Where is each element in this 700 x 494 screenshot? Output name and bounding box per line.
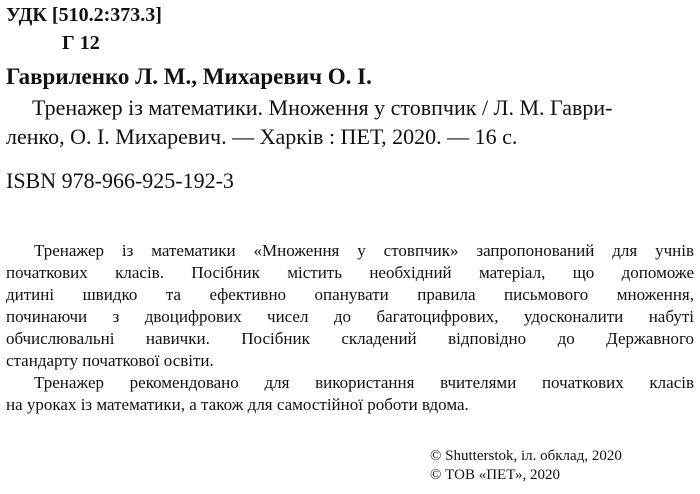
authors-heading: Гавриленко Л. М., Михаревич О. І. bbox=[6, 64, 372, 89]
udk-classification: УДК [510.2:373.3] bbox=[6, 4, 162, 26]
annotation-line: на уроках із математики, а також для самостійної роботи вдома. bbox=[6, 395, 469, 414]
annotation-line: обчислювальні навички. Посібник складений відповідно до Державного bbox=[6, 329, 694, 348]
annotation-line: дитині швидко та ефективно опанувати правила письмового множення, bbox=[6, 285, 694, 304]
author-code: Г 12 bbox=[62, 32, 100, 54]
annotation-line: починаючи з двоцифрових чисел до багатоцифрових, удосконалити набуті bbox=[6, 307, 694, 326]
annotation-line: стандарту початкової освіти. bbox=[6, 351, 214, 370]
copyright-block bbox=[430, 447, 622, 485]
bibliographic-description bbox=[6, 93, 692, 151]
annotation-line: Тренажер із математики «Множення у стовпчик» запропонований для учнів bbox=[34, 241, 694, 260]
copyright-line: © Shutterstok, іл. обклад, 2020 bbox=[430, 448, 622, 464]
annotation bbox=[6, 240, 694, 416]
biblio-line: Тренажер із математики. Множення у стовпчик / Л. М. Гаври- bbox=[32, 95, 613, 120]
annotation-line: початкових класів. Посібник містить необхідний матеріал, що допоможе bbox=[6, 263, 694, 282]
copyright-line: © ТОВ «ПЕТ», 2020 bbox=[430, 467, 560, 483]
annotation-line: Тренажер рекомендовано для використання вчителями початкових класів bbox=[34, 373, 694, 392]
biblio-line: ленко, О. І. Михаревич. — Харків : ПЕТ, 2020. — 16 с. bbox=[6, 124, 518, 149]
isbn: ISBN 978-966-925-192-3 bbox=[6, 168, 234, 193]
